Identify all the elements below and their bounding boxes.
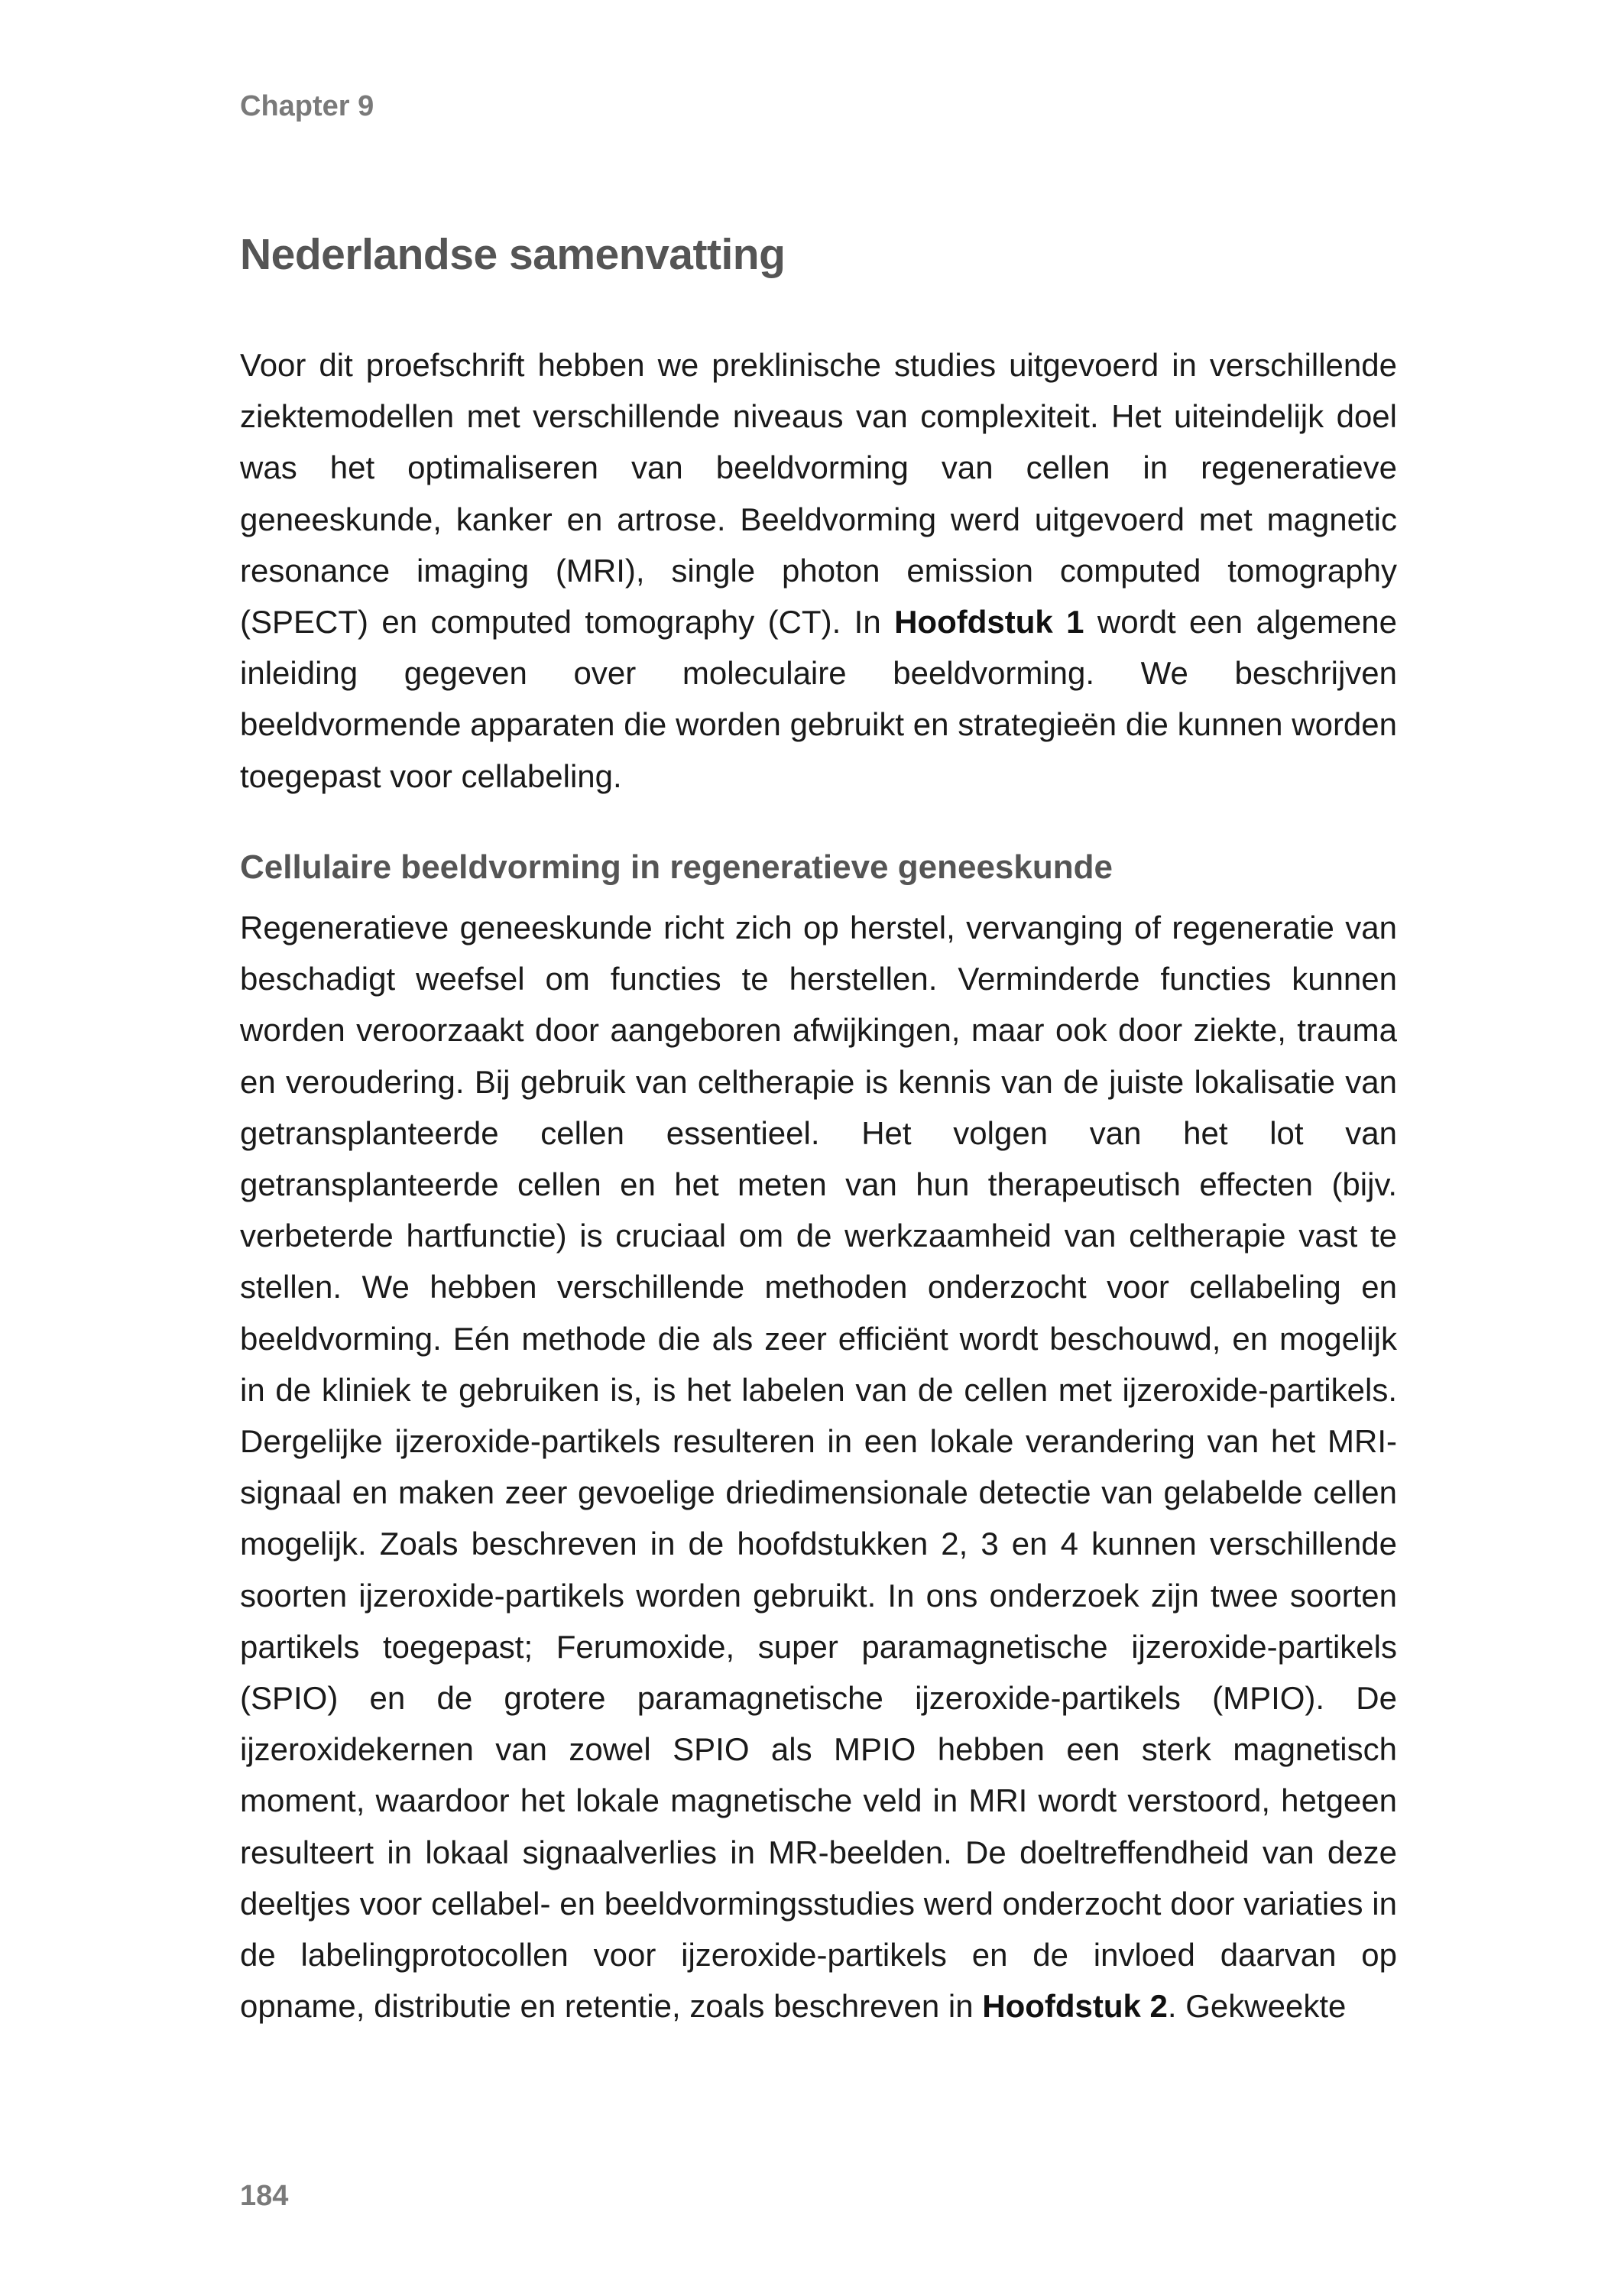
running-head: Chapter 9 (240, 90, 374, 122)
section-heading: Cellulaire beeldvorming in regeneratieve geneeskunde (240, 848, 1113, 886)
chapter-title: Nederlandse samenvatting (240, 230, 786, 279)
intro-text-part-2: wordt een algemene inleiding gegeven over moleculaire beeldvorming. We beschrijven beeldvormende apparaten die worden gebruikt en strategieën die kunnen worden toegepast voor cellabeling. (240, 604, 1397, 794)
intro-text-part-1: Voor dit proefschrift hebben we preklinische studies uitgevoerd in verschillende ziektemodellen met verschillende niveaus van complexiteit. Het uiteindelijk doel was het optimaliseren van beeldvorming van cellen in regeneratieve geneeskunde, kanker en artrose. Beeldvorming werd uitgevoerd met magnetic resonance imaging (MRI), single photon emission computed tomography (SPECT) en computed tomography (CT). In (240, 347, 1397, 641)
section-paragraph (240, 902, 1397, 2032)
intro-paragraph (240, 339, 1397, 802)
page-number: 184 (240, 2180, 289, 2212)
section-text-part-1: Regeneratieve geneeskunde richt zich op herstel, vervanging of regeneratie van beschadigt weefsel om functies te herstellen. Verminderde functies kunnen worden veroorzaakt door aangeboren afwijkingen, maar ook door ziekte, trauma en veroudering. Bij gebruik van celtherapie is kennis van de juiste lokalisatie van getransplanteerde cellen essentieel. Het volgen van het lot van getransplanteerde cellen en het meten van hun therapeutisch effecten (bijv. verbeterde hartfunctie) is cruciaal om de werkzaamheid van celtherapie vast te stellen. We hebben verschillende methoden onderzocht voor cellabeling en beeldvorming. Eén methode die als zeer efficiënt wordt beschouwd, en mogelijk in de kliniek te gebruiken is, is het labelen van de cellen met ijzeroxide-partikels. Dergelijke ijzeroxide-partikels resulteren in een lokale verandering van het MRI-signaal en maken zeer gevoelige driedimensionale detectie van gelabelde cellen mogelijk. Zoals beschreven in de hoofdstukken 2, 3 en 4 kunnen verschillende soorten ijzeroxide-partikels worden gebruikt. In ons onderzoek zijn twee soorten partikels toegepast; Ferumoxide, super paramagnetische ijzeroxide-partikels (SPIO) en de grotere paramagnetische ijzeroxide-partikels (MPIO). De ijzeroxidekernen van zowel SPIO als MPIO hebben een sterk magnetisch moment, waardoor het lokale magnetische veld in MRI wordt verstoord, hetgeen resulteert in lokaal signaalverlies in MR-beelden. De doeltreffendheid van deze deeltjes voor cellabel- en beeldvormingsstudies werd onderzocht door variaties in de labelingprotocollen voor ijzeroxide-partikels en de invloed daarvan op opname, distributie en retentie, zoals beschreven in (240, 910, 1397, 2025)
section-text-part-2: . Gekweekte (1167, 1988, 1347, 2025)
chapter-reference-bold: Hoofdstuk 1 (894, 604, 1084, 641)
chapter-reference-bold: Hoofdstuk 2 (982, 1988, 1168, 2025)
